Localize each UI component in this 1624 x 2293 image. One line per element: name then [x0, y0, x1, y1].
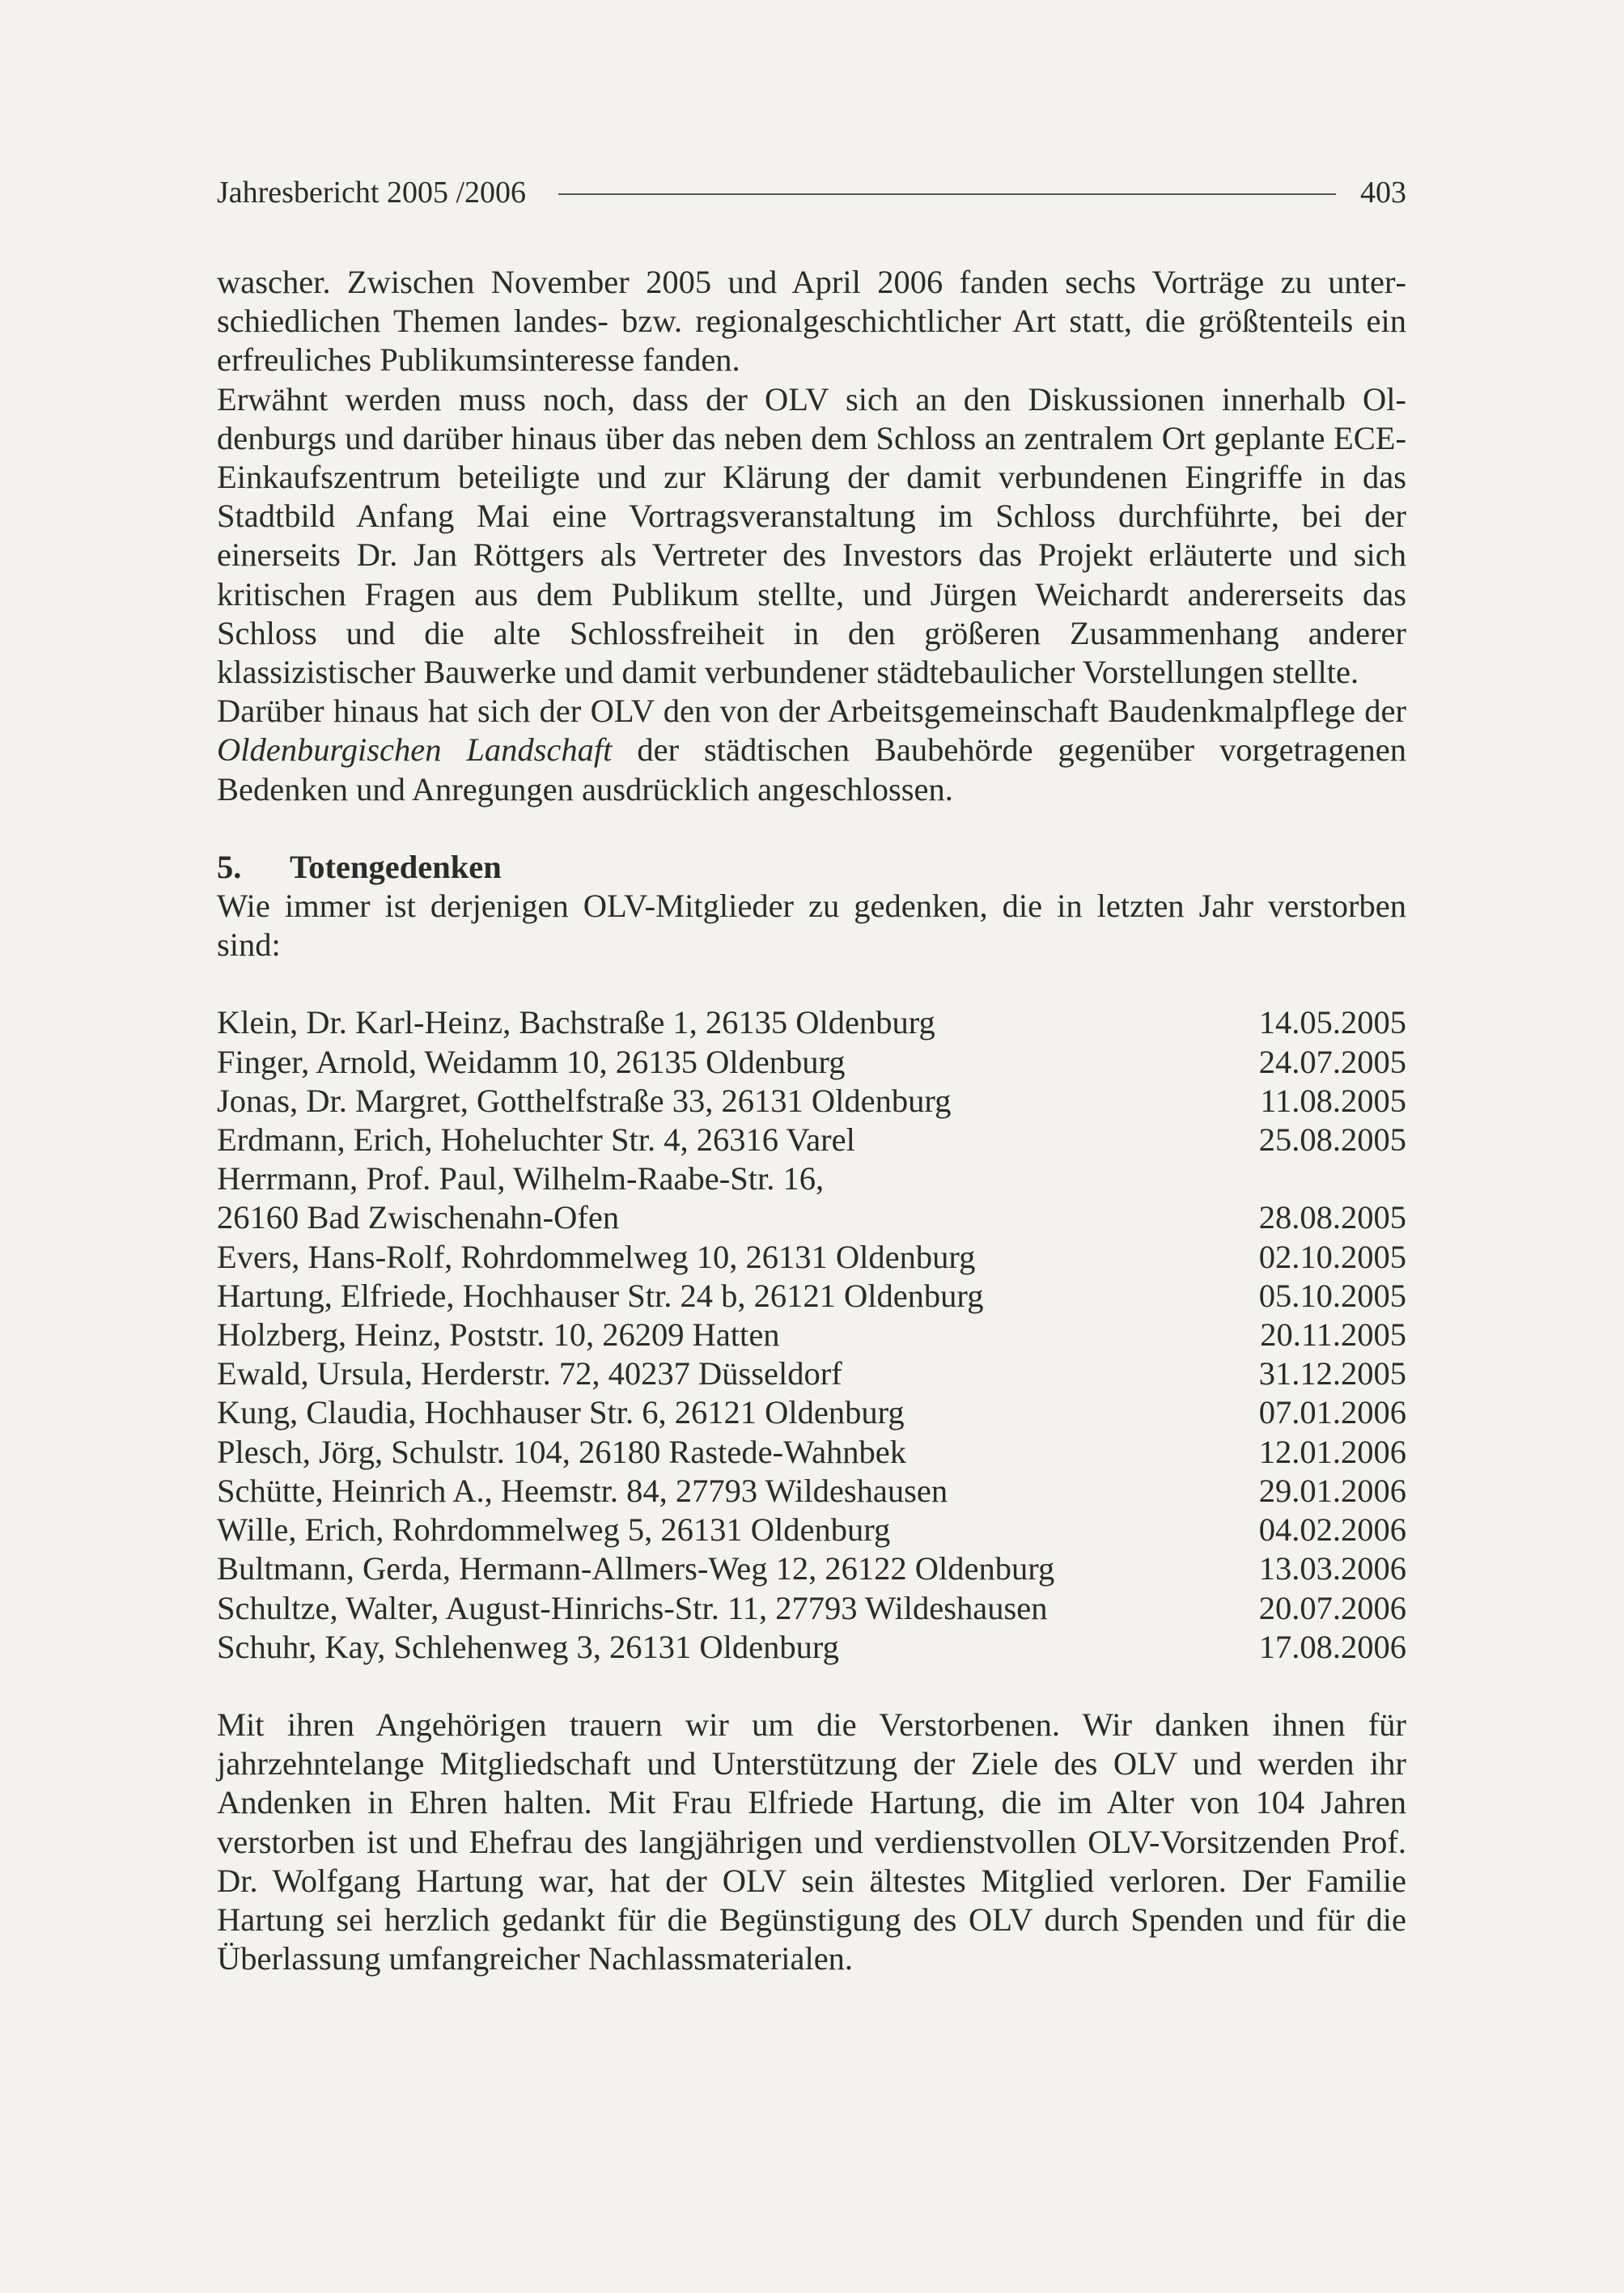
header-rule	[558, 193, 1336, 195]
deceased-date: 20.07.2006	[1258, 1589, 1406, 1626]
deceased-date: 11.08.2005	[1260, 1082, 1406, 1119]
list-item	[217, 1511, 1406, 1549]
deceased-date: 24.07.2005	[1258, 1043, 1406, 1080]
deceased-date: 12.01.2006	[1258, 1433, 1406, 1470]
running-header	[217, 168, 1406, 217]
list-item	[217, 1238, 1406, 1277]
deceased-name-address: Ewald, Ursula, Herderstr. 72, 40237 Düsseldorf	[217, 1355, 842, 1392]
deceased-name-address: Schultze, Walter, August-Hinrichs-Str. 11, 27793 Wildeshausen	[217, 1589, 1048, 1626]
deceased-date: 04.02.2006	[1258, 1511, 1406, 1549]
deceased-date: 31.12.2005	[1258, 1355, 1406, 1392]
deceased-name-address: Bultmann, Gerda, Hermann-Allmers-Weg 12, 26122 Oldenburg	[217, 1550, 1055, 1587]
deceased-name-address: Evers, Hans-Rolf, Rohrdommelweg 10, 26131 Oldenburg	[217, 1238, 976, 1275]
list-item	[217, 1159, 1406, 1198]
running-header-title: Jahresbericht 2005 /2006	[217, 176, 527, 210]
deceased-name-address: Klein, Dr. Karl-Heinz, Bachstraße 1, 26135 Oldenburg	[217, 1004, 935, 1041]
deceased-name-address: Kung, Claudia, Hochhauser Str. 6, 26121 Oldenburg	[217, 1394, 905, 1431]
deceased-date: 29.01.2006	[1258, 1472, 1406, 1509]
deceased-name-address: Holzberg, Heinz, Poststr. 10, 26209 Hatten	[217, 1316, 780, 1354]
list-item	[217, 1472, 1406, 1511]
section-intro: Wie immer ist derjenigen OLV-Mitglieder zu gedenken, die in letzten Jahr verstorben sind:	[217, 888, 1406, 964]
paragraph-ece-discussion: Erwähnt werden muss noch, dass der OLV sich an den Diskussionen innerhalb Oldenburgs und darüber hinaus über das neben dem Schloss an zentralem Ort geplante ECE-Einkaufszentrum beteiligte und zur Klärung der damit verbundenen Eingriffe in das Stadtbild Anfang Mai eine Vortragsveranstaltung im Schloss durchführte, bei der einerseits Dr. Jan Röttgers als Vertreter des Investors das Projekt erläuterte und sich kritischen Fragen aus dem Publikum stellte, und Jürgen Weichardt andererseits das Schloss und die alte Schlossfreiheit in den größeren Zusammenhang anderer klassizistischer Bauwerke und damit verbundener städtebaulicher Vorstellungen stellte.	[217, 380, 1406, 691]
baudenkmal-text-after: der städtischen Baubehörde gegenüber vorgetragenen Bedenken und Anregungen ausdrücklich angeschlossen.	[217, 731, 1406, 807]
deceased-name-address: Finger, Arnold, Weidamm 10, 26135 Oldenburg	[217, 1043, 846, 1080]
list-item	[217, 1316, 1406, 1354]
page-number: 403	[1360, 176, 1406, 210]
list-item	[217, 1277, 1406, 1316]
baudenkmal-italic-institution: Oldenburgischen Landschaft	[217, 731, 613, 769]
section-heading	[217, 848, 1406, 887]
list-item	[217, 1354, 1406, 1393]
deceased-date: 05.10.2005	[1258, 1277, 1406, 1314]
deceased-date: 07.01.2006	[1258, 1394, 1406, 1431]
deceased-list	[217, 1003, 1406, 1666]
list-item	[217, 1121, 1406, 1159]
section-title: Totengedenken	[290, 848, 502, 885]
deceased-date: 13.03.2006	[1258, 1550, 1406, 1587]
deceased-address-continuation: 26160 Bad Zwischenahn-Ofen	[217, 1199, 620, 1236]
list-item	[217, 1628, 1406, 1667]
list-item-continuation	[217, 1198, 1406, 1237]
paragraph-baudenkmalpflege	[217, 692, 1406, 809]
deceased-name-address: Hartung, Elfriede, Hochhauser Str. 24 b, 26121 Oldenburg	[217, 1277, 984, 1314]
deceased-name-address: Jonas, Dr. Margret, Gotthelfstraße 33, 26131 Oldenburg	[217, 1082, 952, 1119]
deceased-name-address: Herrmann, Prof. Paul, Wilhelm-Raabe-Str. 16,	[217, 1160, 825, 1197]
list-item	[217, 1393, 1406, 1432]
deceased-date: 25.08.2005	[1258, 1121, 1406, 1159]
deceased-name-address: Wille, Erich, Rohrdommelweg 5, 26131 Oldenburg	[217, 1511, 891, 1549]
deceased-name-address: Plesch, Jörg, Schulstr. 104, 26180 Rastede-Wahnbek	[217, 1433, 907, 1470]
baudenkmal-text-before: Darüber hinaus hat sich der OLV den von der Arbeitsgemeinschaft Baudenkmalpflege der	[217, 693, 1406, 730]
deceased-name-address: Schütte, Heinrich A., Heemstr. 84, 27793 Wildeshausen	[217, 1472, 948, 1509]
list-item	[217, 1043, 1406, 1082]
list-item	[217, 1003, 1406, 1042]
list-item	[217, 1549, 1406, 1588]
section-number: 5.	[217, 848, 242, 885]
deceased-date: 17.08.2006	[1258, 1628, 1406, 1665]
paragraph-lectures: wascher. Zwischen November 2005 und April 2006 fanden sechs Vorträge zu unterschiedlichen Themen landes- bzw. regionalgeschichtlicher Art statt, die größtenteils ein erfreuliches Publikumsinteresse fanden.	[217, 264, 1406, 379]
page-body	[217, 263, 1406, 1978]
deceased-date: 02.10.2005	[1258, 1238, 1406, 1275]
deceased-date: 14.05.2005	[1258, 1004, 1406, 1041]
deceased-name-address: Erdmann, Erich, Hoheluchter Str. 4, 26316 Varel	[217, 1121, 855, 1159]
closing-paragraph: Mit ihren Angehörigen trauern wir um die Verstorbenen. Wir danken ihnen für jahrzehntelange Mitgliedschaft und Unterstützung der Ziele des OLV und werden ihr Andenken in Ehren halten. Mit Frau Elfriede Hartung, die im Alter von 104 Jahren verstorben ist und Ehefrau des langjährigen und verdienstvollen OLV-Vorsitzenden Prof. Dr. Wolfgang Hartung war, hat der OLV sein ältestes Mitglied verloren. Der Familie Hartung sei herzlich gedankt für die Begünstigung des OLV durch Spenden und für die Überlassung umfangreicher Nachlassmaterialen.	[217, 1706, 1406, 1977]
list-item	[217, 1589, 1406, 1628]
list-item	[217, 1082, 1406, 1121]
list-item	[217, 1433, 1406, 1472]
deceased-name-address: Schuhr, Kay, Schlehenweg 3, 26131 Oldenburg	[217, 1628, 839, 1665]
deceased-date: 28.08.2005	[1258, 1199, 1406, 1236]
deceased-date: 20.11.2005	[1260, 1316, 1406, 1354]
